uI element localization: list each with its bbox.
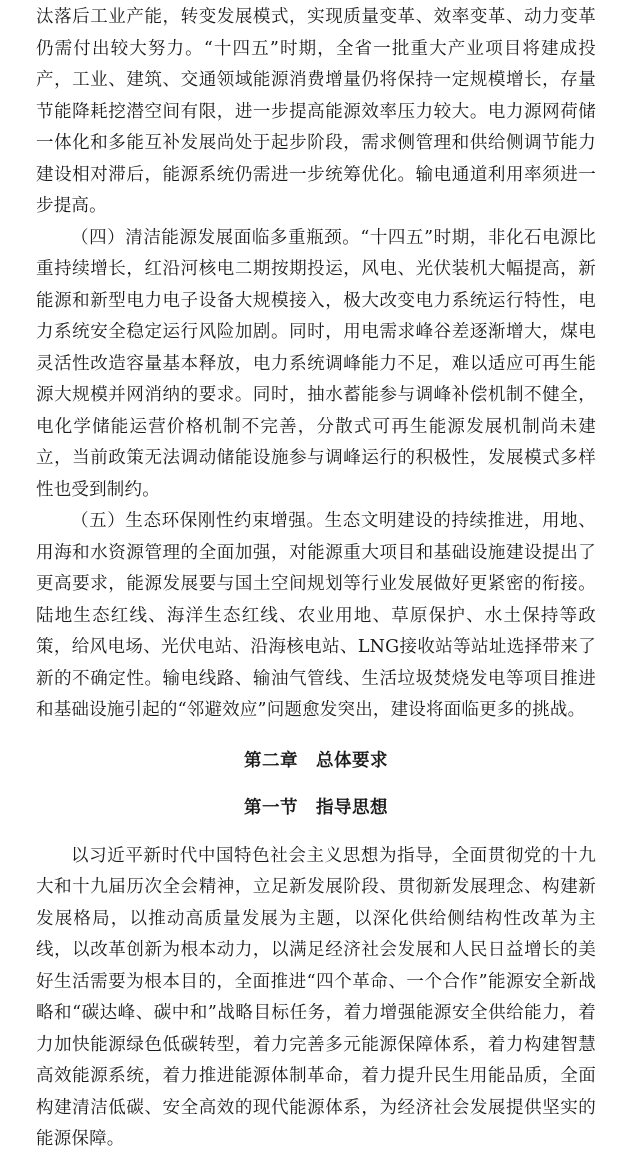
paragraph-eco-constraints: （五）生态环保刚性约束增强。生态文明建设的持续推进，用地、用海和水资源管理的全面加强，对能源重大项目和基础设施建设提出了更高要求，能源发展要与国土空间规划等行业发展做好更紧密的衔接。陆地生态红线、海洋生态红线、农业用地、草原保护、水土保持等政策，给风电场、光伏电站、沿海核电站、LNG接收站等站址选择带来了新的不确定性。输电线路、输油气管线、生活垃圾焚烧发电等项目推进和基础设施引起的“邻避效应”问题愈发突出，建设将面临更多的挑战。 [36,511,596,720]
section-title: 第一节 指导思想 [244,798,388,818]
paragraph-guiding-ideology: 以习近平新时代中国特色社会主义思想为指导，全面贯彻党的十九大和十九届历次全会精神，立足新发展阶段、贯彻新发展理念、构建新发展格局，以推动高质量发展为主题，以深化供给侧结构性改革为主线，以改革创新为根本动力，以满足经济社会发展和人民日益增长的美好生活需要为根本目的，全面推进“四个革命、一个合作”能源安全新战略和“碳达峰、碳中和”战略目标任务，着力增强能源安全供给能力，着力加快能源绿色低碳转型，着力完善多元能源保障体系，着力构建智慧高效能源系统，着力推进能源体制革命，着力提升民生用能品质，全面构建清洁低碳、安全高效的现代能源体系，为经济社会发展提供坚实的能源保障。 [36,845,596,1149]
chapter-title: 第二章 总体要求 [244,750,388,771]
paragraph-clean-energy-bottlenecks: （四）清洁能源发展面临多重瓶颈。“十四五”时期，非化石电源比重持续增长，红沿河核电二期按期投运，风电、光伏装机大幅提高，新能源和新型电力电子设备大规模接入，极大改变电力系统运行特性，电力系统安全稳定运行风险加剧。同时，用电需求峰谷差逐渐增大，煤电灵活性改造容量基本释放，电力系统调峰能力不足，难以适应可再生能源大规模并网消纳的要求。同时，抽水蓄能参与调峰补偿机制不健全，电化学储能运营价格机制不完善，分散式可再生能源发展机制尚未建立，当前政策无法调动储能设施参与调峰运行的积极性，发展模式多样性也受到制约。 [36,227,596,500]
document-page [36,0,596,1156]
paragraph-energy-efficiency: 汰落后工业产能，转变发展模式，实现质量变革、效率变革、动力变革仍需付出较大努力。“十四五”时期，全省一批重大产业项目将建成投产，工业、建筑、交通领域能源消费增量仍将保持一定规模增长，存量节能降耗挖潜空间有限，进一步提高能源效率压力较大。电力源网荷储一体化和多能互补发展尚处于起步阶段，需求侧管理和供给侧调节能力建设相对滞后，能源系统仍需进一步统筹优化。输电通道利用率须进一步提高。 [36,7,596,216]
